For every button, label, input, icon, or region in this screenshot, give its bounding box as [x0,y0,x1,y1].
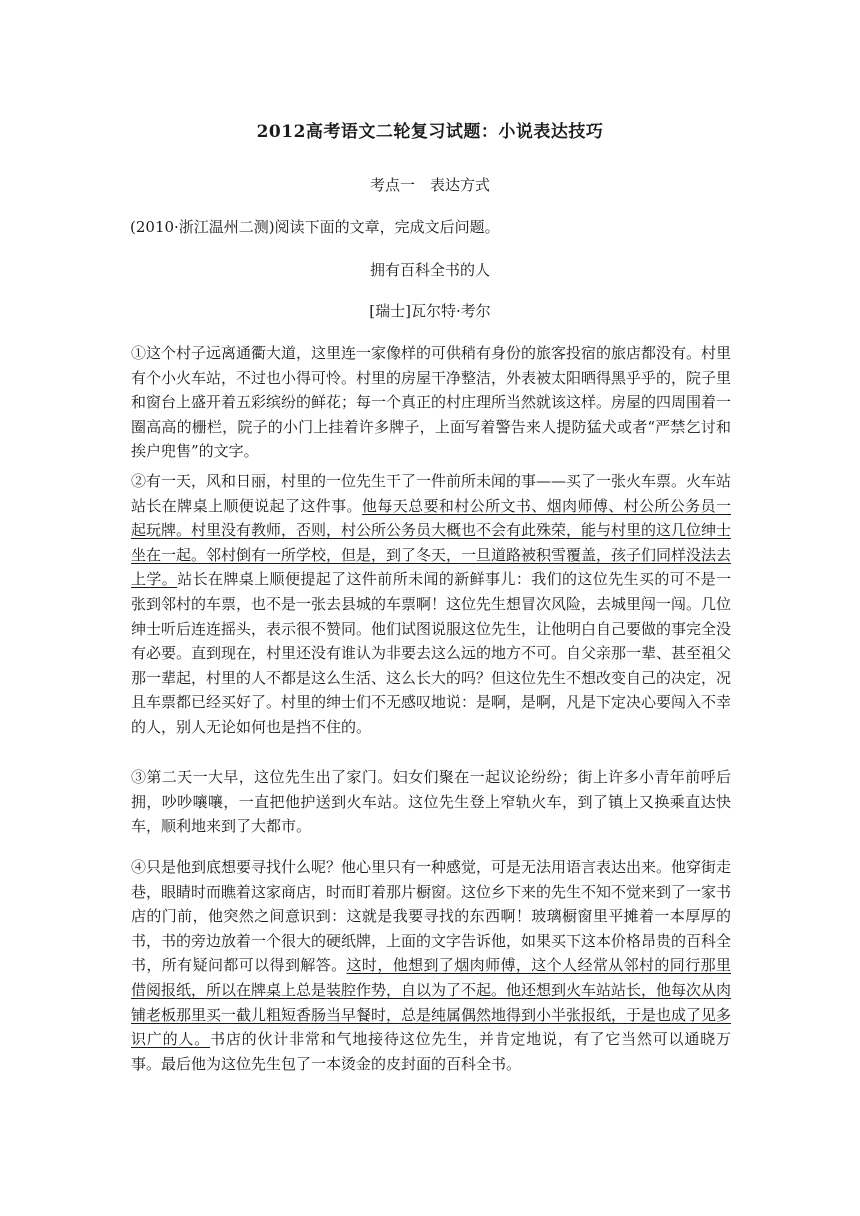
paragraph-2 [131,469,731,740]
story-title: 拥有百科全书的人 [369,261,490,279]
document-title: 2012高考语文二轮复习试题：小说表达技巧 [256,122,604,142]
paragraph-4-underlined-text: 这时，他想到了烟肉师傅，这个人经常从邻村的同行那里借阅报纸，所以在牌桌上总是装腔作势，自以为了不起。他还想到火车站站长，他每次从肉铺老板那里买一截儿粗短香肠当早餐时，总是纯属偶然地得到小半张报纸，于是也成了见多识广的人。 [131,956,732,1049]
story-author: [瑞士]瓦尔特·考尔 [369,302,491,320]
paragraph-2-underlined-text: 他每天总要和村公所文书、烟肉师傅、村公所公务员一起玩牌。村里没有教师，否则，村公所公务员大概也不会有此殊荣，能与村里的这几位绅士坐在一起。邻村倒有一所学校，但是，到了冬天，一旦道路被积雪覆盖，孩子们同样没法去上学。 [131,496,732,589]
paragraph-3: ③第二天一大早，这位先生出了家门。妇女们聚在一起议论纷纷；街上许多小青年前呼后拥，吵吵嚷嚷，一直把他护送到火车站。这位先生登上窄轨火车，到了镇上又换乘直达快车，顺利地来到了大都市。 [131,768,731,836]
paragraph-2-text-b: 站长在牌桌上顺便提起了这件前所未闻的新鲜事儿：我们的这位先生买的可不是一张到邻村的车票，也不是一张去县城的车票啊！这位先生想冒次风险，去城里闯一闯。几位绅士听后连连摇头，表示很不赞同。他们试图说服这位先生，让他明白自己要做的事完全没有必要。直到现在，村里还没有谁认为非要去这么远的地方不可。自父亲那一辈、甚至祖父那一辈起，村里的人不都是这么生活、这么长大的吗？但这位先生不想改变自己的决定，况且车票都已经买好了。村里的绅士们不无感叹地说：是啊，是啊，凡是下定决心要闯入不幸的人，别人无论如何也是挡不住的。 [131,570,732,736]
paragraph-4 [131,855,731,1076]
paragraph-1: ①这个村子远离通衢大道，这里连一家像样的可供稍有身份的旅客投宿的旅店都没有。村里有个小火车站，不过也小得可怜。村里的房屋干净整洁，外表被太阳晒得黑乎乎的，院子里和窗台上盛开着五彩缤纷的鲜花；每一个真正的村庄理所当然就该这样。房屋的四周围着一圈高高的栅栏，院子的小门上挂着许多牌子，上面写着警告来人提防猛犬或者“严禁乞讨和挨户兜售”的文字。 [131,344,732,461]
section-heading: 考点一 表达方式 [369,176,490,194]
paragraph-4-text-b: 书店的伙计非常和气地接待这位先生，并肯定地说，有了它当然可以通晓万事。最后他为这位先生包了一本烫金的皮封面的百科全书。 [131,1030,731,1073]
paragraph-2-text-a: ②有一天，风和日丽，村里的一位先生干了一件前所未闻的事——买了一张火车票。火车站站长在牌桌上顺便说起了这件事。 [131,472,732,515]
question-intro: (2010·浙江温州二测)阅读下面的文章，完成文后问题。 [130,218,500,236]
paragraph-4-text-a: ④只是他到底想要寻找什么呢？他心里只有一种感觉，可是无法用语言表达出来。他穿街走巷，眼睛时而瞧着这家商店，时而盯着那片橱窗。这位乡下来的先生不知不觉来到了一家书店的门前，他突然之间意识到：这就是我要寻找的东西啊！玻璃橱窗里平摊着一本厚厚的书，书的旁边放着一个很大的硬纸牌，上面的文字告诉他，如果买下这本价格昂贵的百科全书，所有疑问都可以得到解答。 [131,858,732,975]
